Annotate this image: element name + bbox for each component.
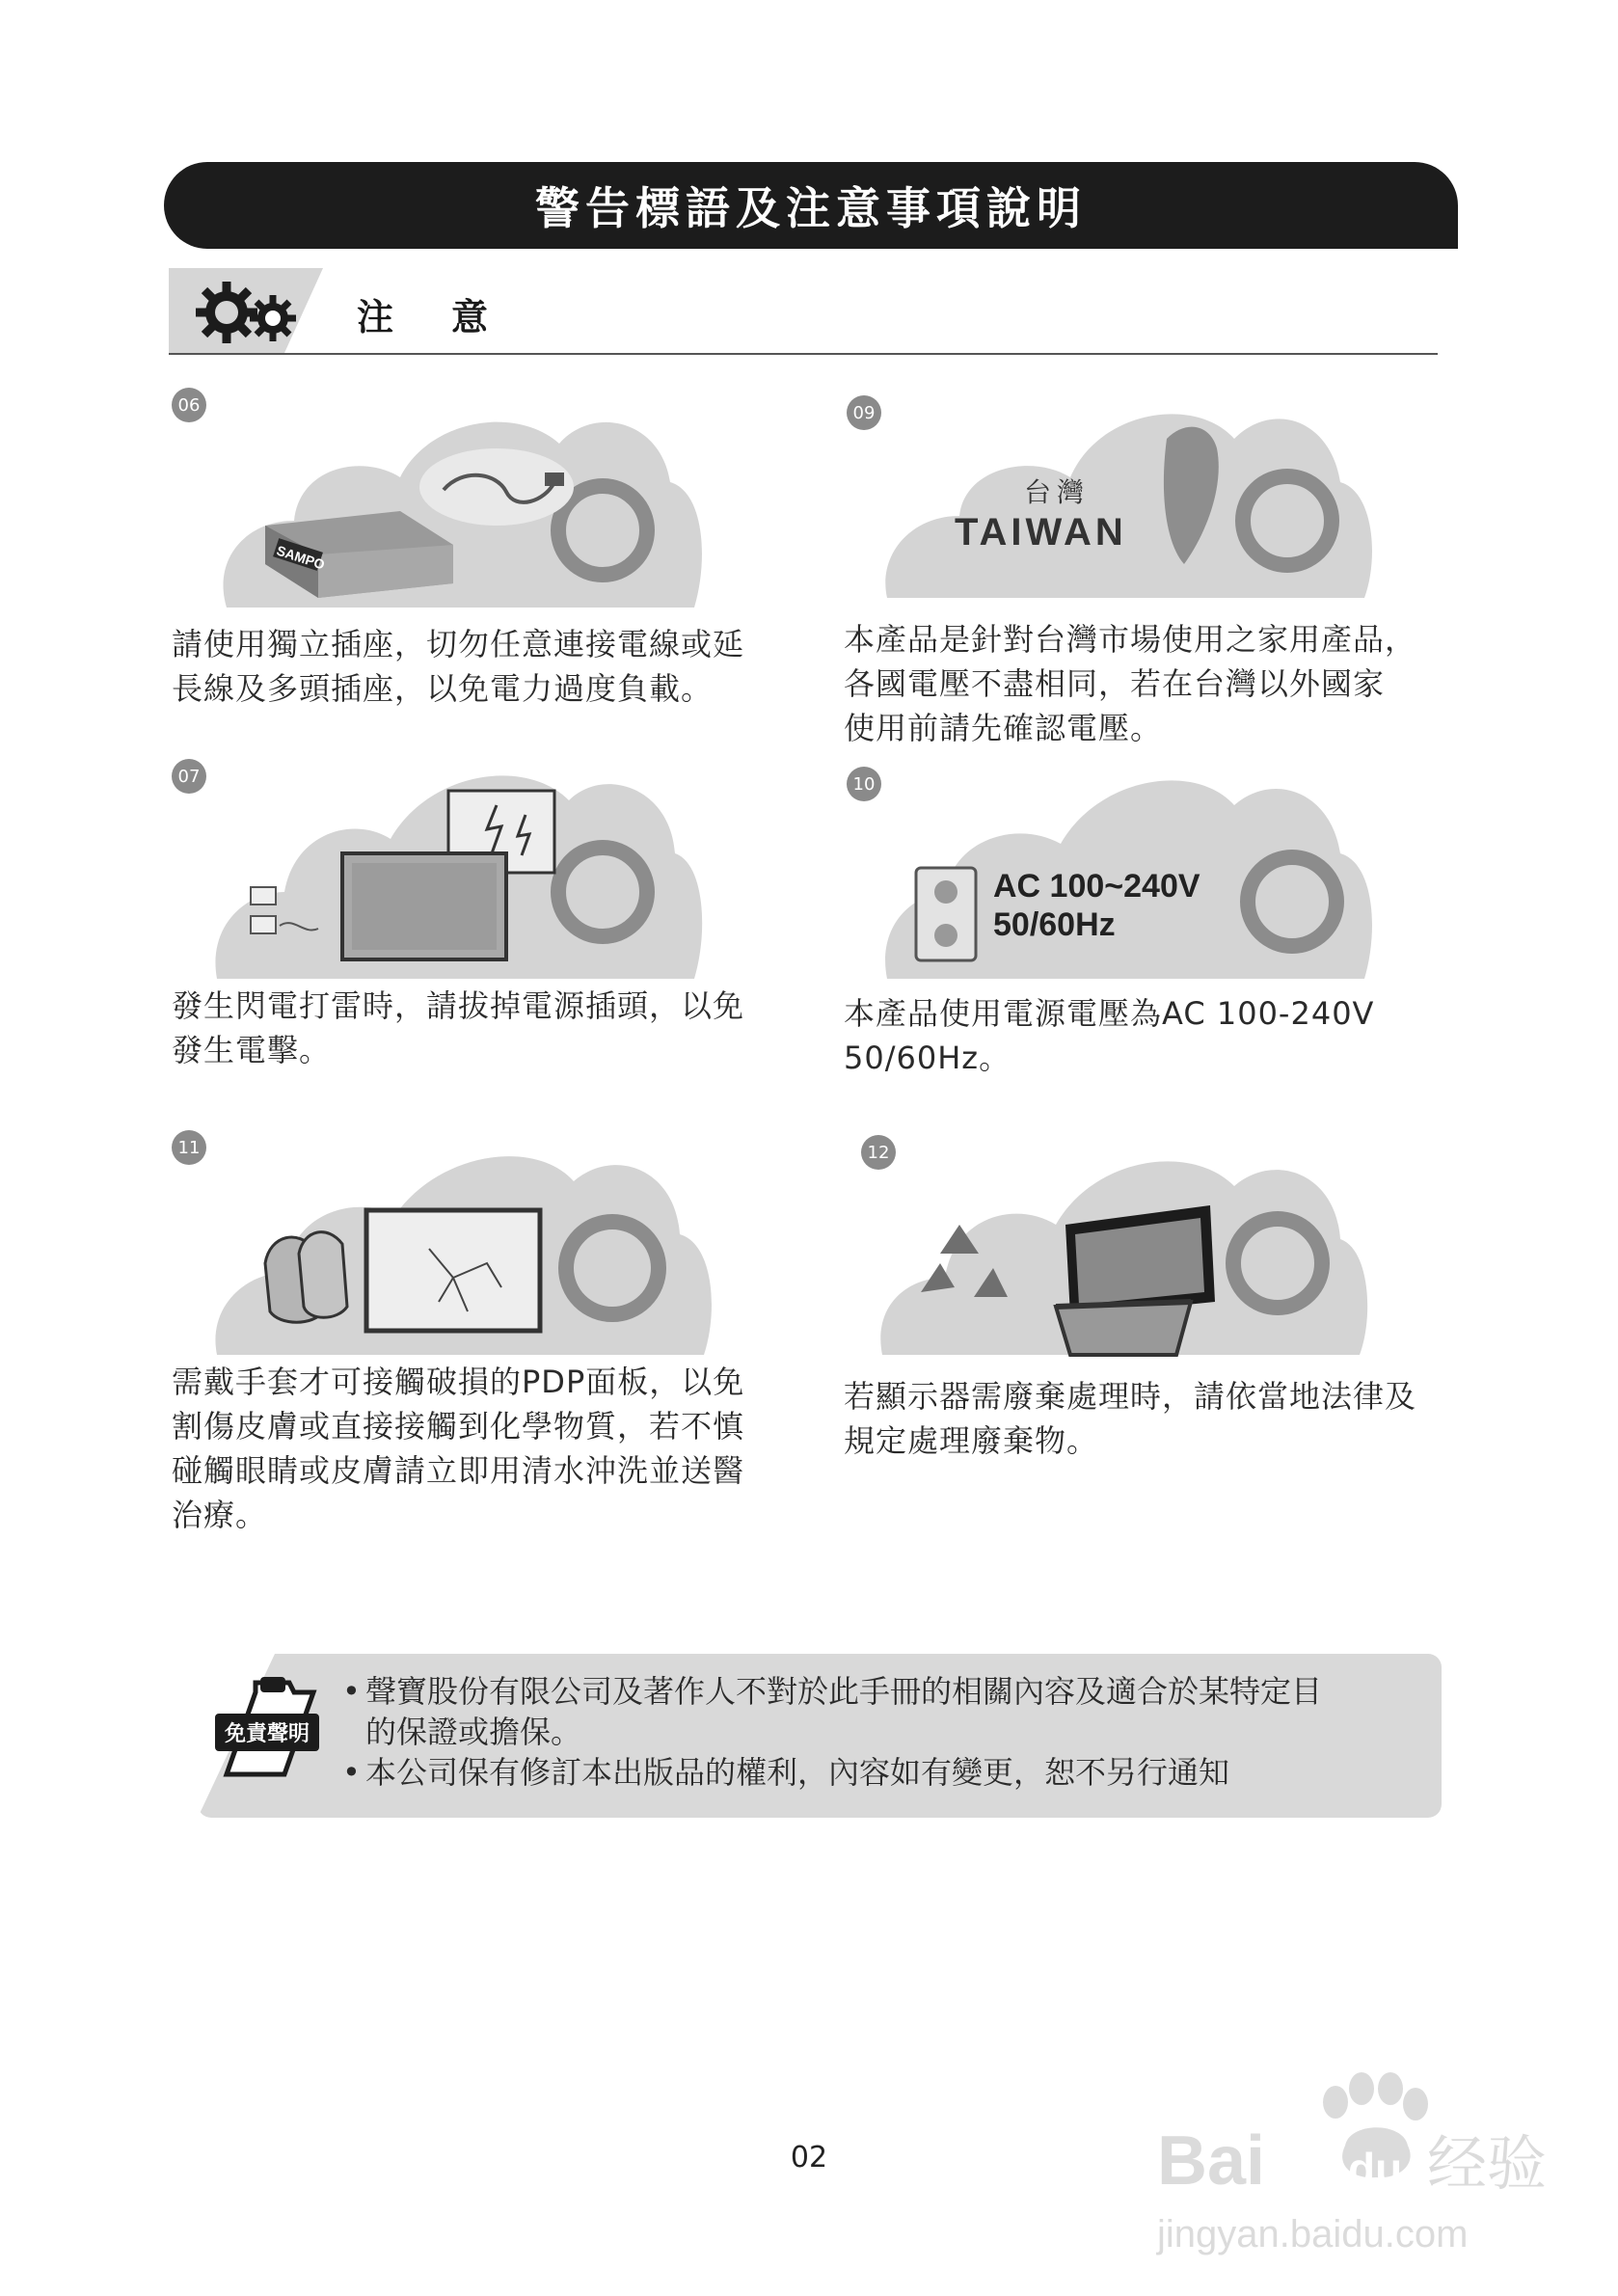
text-line: 若顯示器需廢棄處理時，請依當地法律及	[844, 1378, 1417, 1415]
bullet-icon: •	[342, 1754, 361, 1791]
text-line: 需戴手套才可接觸破損的PDP面板，以免	[172, 1364, 745, 1400]
item-text-10	[844, 991, 1374, 1080]
section-title: 注意	[357, 296, 547, 338]
broken-panel-gloves-illustration	[207, 1119, 718, 1360]
text-line: 發生閃電打雷時，請拔掉電源插頭，以免	[172, 987, 745, 1024]
text-line: 請使用獨立插座，切勿任意連接電線或延	[172, 626, 745, 662]
text-line: 50/60Hz。	[844, 1040, 1011, 1076]
text-line: 本產品是針對台灣市場使用之家用產品，	[844, 621, 1417, 658]
box-brand-label: SAMPO	[274, 542, 327, 573]
disclaimer-bullet-1-line-1: 聲寶股份有限公司及著作人不對於此手冊的相關內容及適合於某特定目	[365, 1673, 1323, 1710]
text-line: 本產品使用電源電壓為AC 100-240V	[844, 995, 1375, 1032]
bullet-icon: •	[342, 1673, 361, 1710]
disclaimer-bullet-1-line-2: 的保證或擔保。	[365, 1714, 582, 1750]
item-text-09	[844, 617, 1416, 750]
text-line: 治療。	[172, 1497, 268, 1533]
item-number-badge: 11	[172, 1130, 206, 1165]
svg-text:Bai: Bai	[1157, 2122, 1266, 2200]
voltage-spec-line-2: 50/60Hz	[993, 906, 1116, 943]
disclaimer-label: 免責聲明	[215, 1714, 319, 1751]
section-heading	[169, 268, 1438, 355]
svg-text:经验: 经验	[1427, 2128, 1548, 2199]
item-text-11	[172, 1360, 744, 1537]
page-number: 02	[790, 2141, 828, 2174]
text-line: 碰觸眼睛或皮膚請立即用清水沖洗並送醫	[172, 1452, 745, 1489]
disclaimer-panel	[198, 1654, 1442, 1818]
gears-icon	[196, 274, 302, 353]
svg-text:du: du	[1348, 2144, 1403, 2194]
map-chinese-label: 台灣	[1024, 476, 1091, 508]
svg-text:jingyan.baidu.com: jingyan.baidu.com	[1157, 2213, 1469, 2255]
text-line: 割傷皮膚或直接接觸到化學物質，若不慎	[172, 1408, 745, 1445]
item-text-06	[172, 622, 744, 711]
text-line: 規定處理廢棄物。	[844, 1422, 1099, 1459]
voltage-spec-line-1: AC 100~240V	[993, 868, 1200, 905]
header-banner	[164, 162, 1458, 249]
text-line: 使用前請先確認電壓。	[844, 710, 1163, 746]
item-number-badge: 10	[847, 767, 881, 801]
map-english-label: TAIWAN	[955, 511, 1127, 554]
text-line: 長線及多頭插座，以免電力過度負載。	[172, 670, 714, 707]
disclaimer-text	[342, 1671, 1322, 1793]
item-text-12	[844, 1374, 1416, 1463]
item-number-badge: 09	[847, 395, 881, 430]
item-number-badge: 07	[172, 759, 206, 794]
baidu-jingyan-watermark	[1138, 2054, 1581, 2266]
text-line: 發生電擊。	[172, 1032, 332, 1068]
item-number-badge: 12	[861, 1135, 896, 1170]
disclaimer-bullet-2: 本公司保有修訂本出版品的權利，內容如有變更，恕不另行通知	[365, 1754, 1230, 1791]
voltage-outlet-illustration	[877, 762, 1379, 984]
recycle-disposal-illustration	[873, 1123, 1374, 1360]
lightning-unplug-illustration	[207, 747, 709, 984]
item-number-badge: 06	[172, 388, 206, 422]
text-line: 各國電壓不盡相同，若在台灣以外國家	[844, 665, 1386, 702]
power-cord-box-illustration	[207, 376, 709, 608]
page-title: 警告標語及注意事項說明	[535, 182, 1087, 234]
taiwan-map-illustration	[877, 381, 1379, 612]
item-text-07	[172, 984, 744, 1072]
